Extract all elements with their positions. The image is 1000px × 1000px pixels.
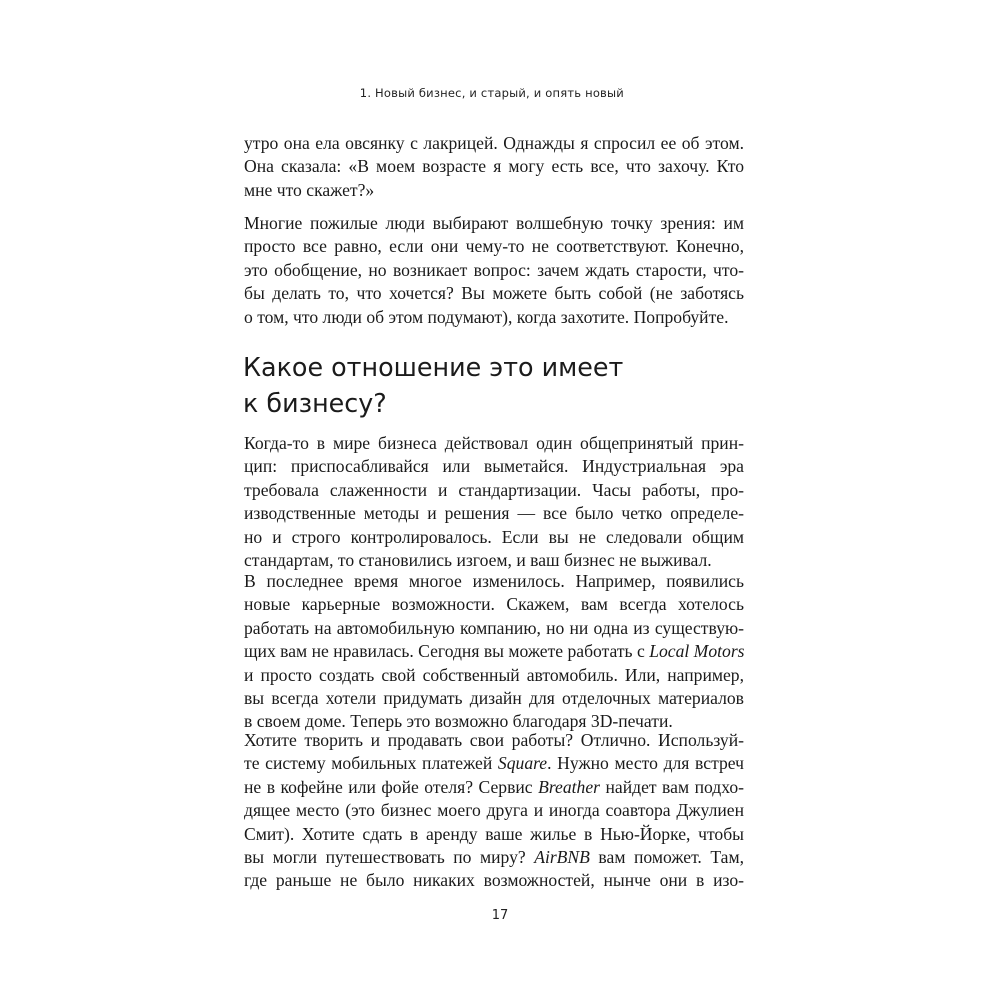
italic-run: AirBNB <box>534 846 590 867</box>
text-line-with-italic <box>244 752 744 775</box>
paragraph-3 <box>244 432 744 572</box>
text-line: изводственные методы и решения — все было четко определе- <box>244 503 744 524</box>
paragraph-4 <box>244 570 744 734</box>
text-line: работать на автомобильную компанию, но ни одна из существую- <box>244 617 744 638</box>
heading-line: к бизнесу? <box>243 387 387 418</box>
text-run: вы могли путешествовать по миру? <box>244 846 535 867</box>
text-line: где раньше не было никаких возможностей, нынче они в изо- <box>244 870 744 891</box>
text-line: мне что скажет?» <box>244 179 375 200</box>
text-line: новые карьерные возможности. Скажем, вам всегда хотелось <box>244 594 744 615</box>
text-line: стандартам, то становились изгоем, и ваш бизнес не выживал. <box>244 549 712 570</box>
text-line: и просто создать свой собственный автомобиль. Или, например, <box>244 664 744 685</box>
italic-run: Square <box>497 753 548 774</box>
text-line: Когда-то в мире бизнеса действовал один общепринятый прин- <box>244 433 744 453</box>
italic-run: Breather <box>538 776 600 797</box>
text-line: Многие пожилые люди выбирают волшебную точку зрения: им <box>244 213 744 233</box>
section-heading <box>243 350 743 421</box>
text-line: Она сказала: «В моем возрасте я могу есть все, что захочу. Кто <box>244 156 744 177</box>
text-line: бы делать то, что хочется? Вы можете быть собой (не заботясь <box>244 283 744 304</box>
text-line: Хотите творить и продавать свои работы? Отлично. Используй- <box>244 730 744 750</box>
page-number: 17 <box>491 908 509 923</box>
running-head: 1. Новый бизнес, и старый, и опять новый <box>359 86 624 100</box>
text-line: дящее место (это бизнес моего друга и иногда соавтора Джулиен <box>244 800 744 821</box>
text-line-with-italic <box>244 640 744 663</box>
italic-run: Local Motors <box>649 641 745 662</box>
text-line: о том, что люди об этом подумают), когда захотите. Попробуйте. <box>244 306 729 327</box>
text-line: В последнее время многое изменилось. Например, появились <box>244 571 744 591</box>
text-run: те систему мобильных платежей <box>244 753 498 774</box>
text-line: требовала слаженности и стандартизации. Часы работы, про- <box>244 479 744 500</box>
text-line: вы всегда хотели придумать дизайн для отделочных материалов <box>244 687 744 708</box>
text-line-with-italic <box>244 776 744 799</box>
text-run: не в кофейне или фойе отеля? Сервис <box>244 776 539 797</box>
text-line: но и строго контролировалось. Если вы не следовали общим <box>244 526 744 547</box>
text-line: цип: приспосабливайся или выметайся. Индустриальная эра <box>244 456 744 477</box>
paragraph-2 <box>244 212 744 329</box>
text-line-with-italic <box>244 846 744 869</box>
paragraph-5 <box>244 729 744 893</box>
text-line: утро она ела овсянку с лакрицей. Однажды я спросил ее об этом. <box>244 133 744 153</box>
text-run: . Нужно место для встреч <box>547 753 744 774</box>
paragraph-1 <box>244 132 744 202</box>
text-run: щих вам не нравилась. Сегодня вы можете работать с <box>244 641 650 662</box>
text-run: найдет вам подхо- <box>600 776 745 797</box>
heading-line: Какое отношение это имеет <box>243 352 624 382</box>
text-line: просто все равно, если они чему-то не соответствуют. Конечно, <box>244 236 744 257</box>
text-line: Смит). Хотите сдать в аренду ваше жилье в Нью-Йорке, чтобы <box>244 823 744 844</box>
text-line: это обобщение, но возникает вопрос: зачем ждать старости, что- <box>244 259 744 280</box>
text-run: вам поможет. Там, <box>589 846 744 867</box>
text-line: в своем доме. Теперь это возможно благодаря 3D-печати. <box>244 711 673 732</box>
